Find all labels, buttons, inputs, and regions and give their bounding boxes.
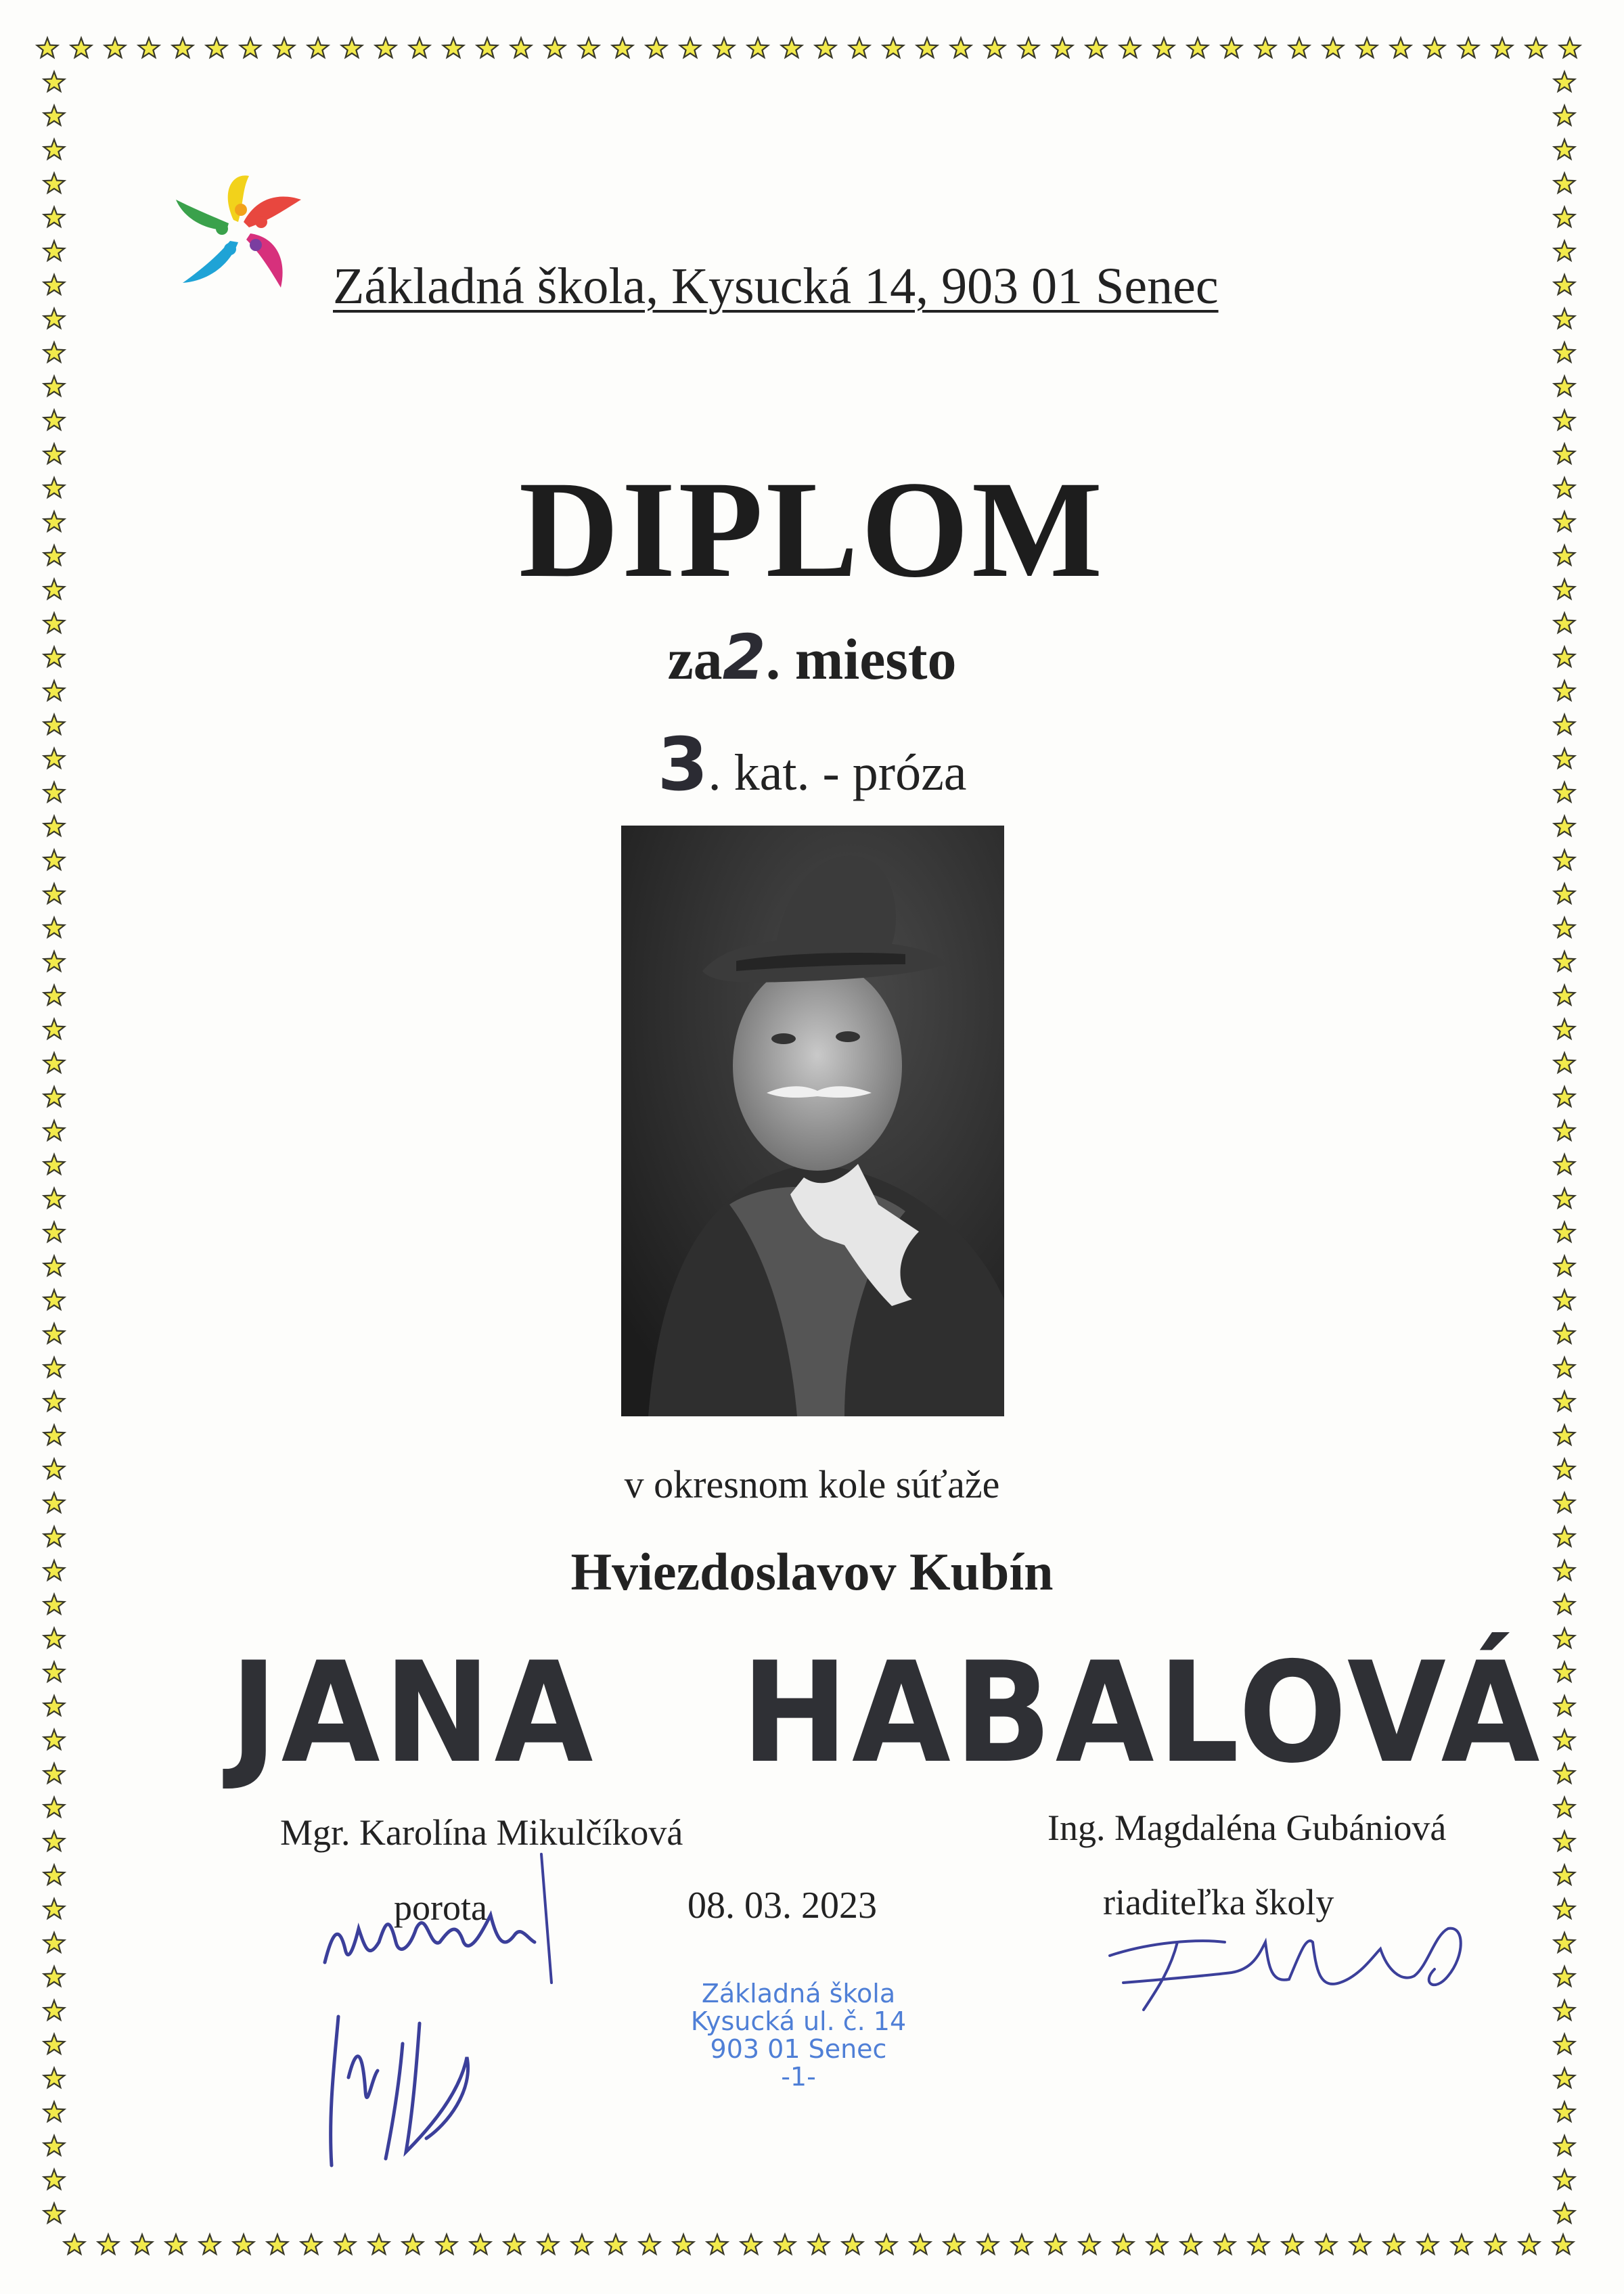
school-logo-icon: [162, 162, 345, 318]
border-star-icon: [44, 1019, 64, 1039]
border-star-icon: [1012, 2234, 1032, 2254]
border-star-icon: [606, 2234, 626, 2254]
border-star-icon: [44, 1425, 64, 1445]
border-star-icon: [1554, 1933, 1575, 1952]
border-star-icon: [1391, 38, 1411, 58]
border-star-icon: [369, 2234, 389, 2254]
border-star-icon: [44, 951, 64, 971]
border-star-icon: [646, 38, 667, 58]
border-star-icon: [1554, 2068, 1575, 2088]
category-suffix: . kat. - próza: [708, 744, 967, 801]
portrait-photo: [621, 826, 1004, 1416]
border-star-icon: [1554, 2000, 1575, 2020]
border-star-icon: [44, 1730, 64, 1749]
border-star-icon: [44, 207, 64, 227]
border-star-icon: [200, 2234, 220, 2254]
border-star-icon: [1554, 1425, 1575, 1445]
border-star-icon: [1554, 139, 1575, 159]
border-star-icon: [1255, 38, 1276, 58]
border-star-icon: [1554, 1628, 1575, 1648]
border-star-icon: [978, 2234, 998, 2254]
school-name: Základná škola, Kysucká 14, 903 01 Senec: [333, 258, 1219, 315]
border-star-icon: [1120, 38, 1140, 58]
border-star-icon: [1554, 1696, 1575, 1715]
border-star-icon: [1554, 1256, 1575, 1276]
border-star-icon: [44, 1222, 64, 1242]
border-star-icon: [1560, 38, 1580, 58]
border-star-icon: [105, 38, 125, 58]
border-star-icon: [1554, 884, 1575, 903]
border-star-icon: [139, 38, 159, 58]
border-star-icon: [301, 2234, 321, 2254]
border-star-icon: [1492, 38, 1512, 58]
border-star-icon: [1554, 1831, 1575, 1851]
border-star-icon: [44, 918, 64, 937]
border-star-icon: [173, 38, 193, 58]
border-star-icon: [1323, 38, 1343, 58]
border-star-icon: [44, 2169, 64, 2189]
border-star-icon: [44, 1763, 64, 1783]
border-star-icon: [44, 2034, 64, 2054]
border-star-icon: [308, 38, 328, 58]
border-star-icon: [1554, 2136, 1575, 2155]
border-star-icon: [639, 2234, 660, 2254]
border-star-icon: [44, 1391, 64, 1411]
border-star-icon: [612, 38, 633, 58]
border-star-icon: [1554, 951, 1575, 971]
border-star-icon: [44, 1966, 64, 1986]
border-star-icon: [37, 38, 58, 58]
winner-name-handwritten: JANA HABALOVÁ: [230, 1633, 1544, 1794]
director-name: Ing. Magdaléna Gubániová: [1047, 1807, 1447, 1848]
border-star-icon: [951, 38, 971, 58]
border-star-icon: [707, 2234, 727, 2254]
border-star-icon: [782, 38, 802, 58]
border-star-icon: [1554, 1662, 1575, 1682]
border-star-icon: [809, 2234, 829, 2254]
border-star-icon: [985, 38, 1005, 58]
border-star-icon: [1554, 985, 1575, 1005]
border-star-icon: [1554, 1053, 1575, 1073]
border-star-icon: [342, 38, 362, 58]
border-star-icon: [1554, 1324, 1575, 1343]
border-star-icon: [1554, 1966, 1575, 1986]
border-star-icon: [1554, 2034, 1575, 2054]
border-star-icon: [1248, 2234, 1269, 2254]
border-star-icon: [1554, 1865, 1575, 1885]
border-star-icon: [545, 38, 565, 58]
border-star-icon: [1079, 2234, 1100, 2254]
border-star-icon: [44, 2203, 64, 2223]
border-star-icon: [98, 2234, 118, 2254]
border-star-icon: [409, 38, 430, 58]
border-star-icon: [1554, 410, 1575, 430]
border-star-icon: [1424, 38, 1445, 58]
border-star-icon: [166, 2234, 186, 2254]
border-star-icon: [1188, 38, 1208, 58]
border-star-icon: [1289, 38, 1309, 58]
place-line: [0, 621, 1624, 694]
border-star-icon: [44, 1899, 64, 1918]
border-star-icon: [1554, 309, 1575, 328]
border-star-icon: [44, 1662, 64, 1682]
place-prefix: za: [667, 627, 723, 692]
border-star-icon: [44, 1865, 64, 1885]
border-star-icon: [1554, 2102, 1575, 2121]
border-star-icon: [44, 2068, 64, 2088]
border-star-icon: [44, 72, 64, 91]
border-star-icon: [1554, 2169, 1575, 2189]
border-star-icon: [1554, 1019, 1575, 1039]
border-star-icon: [944, 2234, 964, 2254]
stamp-line: 903 01 Senec: [710, 2034, 887, 2064]
border-star-icon: [538, 2234, 558, 2254]
border-star-icon: [44, 884, 64, 903]
border-star-icon: [44, 309, 64, 328]
border-star-icon: [1154, 38, 1174, 58]
border-star-icon: [44, 1357, 64, 1377]
border-star-icon: [206, 38, 227, 58]
border-star-icon: [44, 1256, 64, 1276]
border-star-icon: [1215, 2234, 1235, 2254]
border-star-icon: [436, 2234, 457, 2254]
border-star-icon: [849, 38, 870, 58]
border-star-icon: [1181, 2234, 1201, 2254]
border-star-icon: [71, 38, 91, 58]
border-star-icon: [44, 2000, 64, 2020]
border-star-icon: [1458, 38, 1479, 58]
border-star-icon: [1554, 342, 1575, 362]
border-star-icon: [579, 38, 599, 58]
border-star-icon: [1554, 1154, 1575, 1174]
border-star-icon: [44, 1290, 64, 1309]
border-star-icon: [44, 1831, 64, 1851]
border-star-icon: [44, 1087, 64, 1106]
border-star-icon: [1554, 1391, 1575, 1411]
border-star-icon: [1282, 2234, 1303, 2254]
border-star-icon: [1113, 2234, 1133, 2254]
border-star-icon: [511, 38, 531, 58]
border-star-icon: [44, 2102, 64, 2121]
border-star-icon: [1554, 1899, 1575, 1918]
border-star-icon: [1554, 275, 1575, 294]
border-star-icon: [132, 2234, 152, 2254]
border-star-icon: [1554, 850, 1575, 870]
category-line: [0, 723, 1624, 807]
stamp-line: Základná škola: [701, 1979, 896, 2008]
border-star-icon: [274, 38, 294, 58]
border-star-icon: [1350, 2234, 1370, 2254]
border-star-icon: [1418, 2234, 1438, 2254]
border-star-icon: [1554, 1730, 1575, 1749]
diploma-title: DIPLOM: [518, 453, 1106, 606]
border-star-icon: [504, 2234, 524, 2254]
jury-signature-2: [318, 1996, 521, 2179]
border-star-icon: [673, 2234, 694, 2254]
border-star-icon: [1086, 38, 1106, 58]
round-text: v okresnom kole súťaže: [624, 1462, 1000, 1506]
border-star-icon: [1554, 1121, 1575, 1140]
border-star-icon: [44, 1154, 64, 1174]
border-star-icon: [883, 38, 903, 58]
border-star-icon: [1519, 2234, 1539, 2254]
place-number-handwritten: 2: [722, 621, 766, 694]
border-star-icon: [1045, 2234, 1066, 2254]
border-star-icon: [1554, 173, 1575, 193]
border-star-icon: [815, 38, 836, 58]
border-star-icon: [1554, 1357, 1575, 1377]
stamp-line: Kysucká ul. č. 14: [690, 2006, 907, 2036]
border-star-icon: [44, 1324, 64, 1343]
border-star-icon: [714, 38, 734, 58]
jury-name: Mgr. Karolína Mikulčíková: [280, 1812, 683, 1853]
place-suffix: . miesto: [765, 627, 957, 692]
border-star-icon: [44, 1188, 64, 1208]
border-star-icon: [44, 1121, 64, 1140]
border-star-icon: [1554, 1290, 1575, 1309]
border-star-icon: [1485, 2234, 1506, 2254]
border-star-icon: [335, 2234, 355, 2254]
border-star-icon: [44, 275, 64, 294]
border-star-icon: [44, 2136, 64, 2155]
border-star-icon: [44, 139, 64, 159]
border-star-icon: [267, 2234, 288, 2254]
border-star-icon: [1316, 2234, 1336, 2254]
border-star-icon: [44, 342, 64, 362]
border-star-icon: [1451, 2234, 1472, 2254]
border-star-icon: [748, 38, 768, 58]
border-star-icon: [1554, 207, 1575, 227]
border-star-icon: [44, 106, 64, 125]
border-star-icon: [44, 1628, 64, 1648]
border-star-icon: [443, 38, 464, 58]
border-star-icon: [240, 38, 261, 58]
border-star-icon: [44, 173, 64, 193]
border-star-icon: [44, 850, 64, 870]
border-star-icon: [1357, 38, 1377, 58]
category-number-handwritten: 3: [657, 723, 708, 807]
border-star-icon: [1052, 38, 1073, 58]
border-star-icon: [1554, 106, 1575, 125]
director-label: riaditeľka školy: [1103, 1882, 1334, 1922]
school-stamp: [650, 1980, 947, 2091]
border-star-icon: [842, 2234, 863, 2254]
border-star-icon: [403, 2234, 423, 2254]
border-star-icon: [477, 38, 497, 58]
border-star-icon: [1554, 1222, 1575, 1242]
border-star-icon: [1384, 2234, 1404, 2254]
border-star-icon: [64, 2234, 85, 2254]
border-star-icon: [1553, 2234, 1573, 2254]
border-star-icon: [44, 241, 64, 261]
border-star-icon: [680, 38, 700, 58]
border-star-icon: [44, 410, 64, 430]
border-star-icon: [572, 2234, 592, 2254]
border-star-icon: [917, 38, 937, 58]
border-star-icon: [1221, 38, 1242, 58]
border-star-icon: [1526, 38, 1546, 58]
border-star-icon: [1554, 2203, 1575, 2223]
border-star-icon: [44, 376, 64, 396]
border-star-icon: [775, 2234, 795, 2254]
border-star-icon: [1554, 72, 1575, 91]
diploma-date: 08. 03. 2023: [687, 1885, 877, 1927]
border-star-icon: [1018, 38, 1039, 58]
stamp-line: -1-: [781, 2062, 816, 2092]
border-star-icon: [1554, 376, 1575, 396]
competition-name: Hviezdoslavov Kubín: [570, 1542, 1054, 1601]
border-star-icon: [1554, 1087, 1575, 1106]
border-star-icon: [910, 2234, 930, 2254]
border-star-icon: [44, 985, 64, 1005]
border-star-icon: [44, 1933, 64, 1952]
border-star-icon: [233, 2234, 254, 2254]
border-star-icon: [1554, 816, 1575, 836]
border-star-icon: [44, 816, 64, 836]
border-star-icon: [741, 2234, 761, 2254]
border-star-icon: [876, 2234, 897, 2254]
border-star-icon: [1554, 1188, 1575, 1208]
border-star-icon: [470, 2234, 491, 2254]
border-star-icon: [44, 1797, 64, 1817]
border-star-icon: [376, 38, 396, 58]
border-star-icon: [1554, 1797, 1575, 1817]
border-star-icon: [44, 1053, 64, 1073]
director-signature: [1096, 1915, 1475, 2017]
jury-label: porota: [394, 1887, 487, 1928]
border-star-icon: [1554, 918, 1575, 937]
border-star-icon: [1554, 241, 1575, 261]
border-star-icon: [44, 1696, 64, 1715]
jury-signature-1: [318, 1847, 575, 2010]
border-star-icon: [1147, 2234, 1167, 2254]
border-star-icon: [1554, 1763, 1575, 1783]
